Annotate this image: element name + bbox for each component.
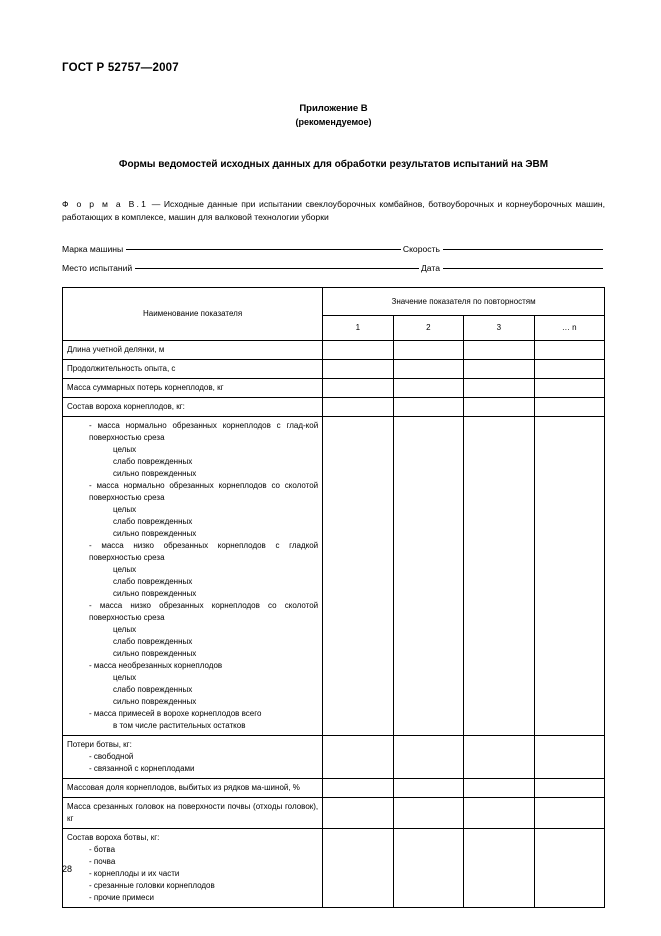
row-label-line: целых xyxy=(113,444,137,454)
form-intro xyxy=(62,198,605,224)
row-label-cell xyxy=(63,797,323,828)
row-label-line: Состав вороха корнеплодов, кг: xyxy=(67,401,185,411)
value-cell[interactable] xyxy=(534,340,604,359)
row-label-line: слабо поврежденных xyxy=(113,456,193,466)
field-label-place: Место испытаний xyxy=(62,262,133,273)
field-input-place[interactable] xyxy=(135,268,419,269)
row-label-cell xyxy=(63,828,323,907)
table-row xyxy=(63,397,605,416)
row-label-line: Масса срезанных головок на поверхности почвы (отходы головок), кг xyxy=(67,801,319,823)
column-header-1: 1 xyxy=(323,316,393,340)
value-cell[interactable] xyxy=(464,828,534,907)
value-cell[interactable] xyxy=(534,797,604,828)
table-row xyxy=(63,359,605,378)
value-cell[interactable] xyxy=(323,828,393,907)
row-label-line: в том числе растительных остатков xyxy=(113,720,246,730)
row-label-line: - свободной xyxy=(89,751,134,761)
row-label-line: - масса нормально обрезанных корнеплодов со сколотой поверхностью среза xyxy=(89,480,319,502)
row-label-cell xyxy=(63,359,323,378)
field-input-machine[interactable] xyxy=(126,249,401,250)
row-label-line: сильно поврежденных xyxy=(113,528,197,538)
standard-number: ГОСТ Р 52757—2007 xyxy=(62,62,179,74)
row-label-line: - масса примесей в ворохе корнеплодов всего xyxy=(89,708,262,718)
field-row-place xyxy=(62,263,605,273)
field-label-machine: Марка машины xyxy=(62,243,124,254)
value-cell[interactable] xyxy=(323,735,393,778)
field-label-speed: Скорость xyxy=(402,243,440,254)
value-cell[interactable] xyxy=(464,359,534,378)
row-label-line: целых xyxy=(113,564,137,574)
row-label-line: Потери ботвы, кг: xyxy=(67,739,132,749)
row-label-line: - почва xyxy=(89,856,116,866)
row-label-line: целых xyxy=(113,672,137,682)
row-label-line: - масса низко обрезанных корнеплодов с гладкой поверхностью среза xyxy=(89,540,319,562)
row-label-line: - связанной с корнеплодами xyxy=(89,763,195,773)
value-cell[interactable] xyxy=(534,416,604,735)
row-label-line: слабо поврежденных xyxy=(113,516,193,526)
row-label-cell xyxy=(63,340,323,359)
table-row xyxy=(63,797,605,828)
value-cell[interactable] xyxy=(393,735,463,778)
value-cell[interactable] xyxy=(393,340,463,359)
value-cell[interactable] xyxy=(393,416,463,735)
value-cell[interactable] xyxy=(534,828,604,907)
table-body xyxy=(63,340,605,907)
value-cell[interactable] xyxy=(393,797,463,828)
value-cell[interactable] xyxy=(464,778,534,797)
row-label-line: - срезанные головки корнеплодов xyxy=(89,880,215,890)
value-cell[interactable] xyxy=(323,378,393,397)
row-label-cell xyxy=(63,416,323,735)
page-number: 28 xyxy=(62,864,73,874)
column-header-values: Значение показателя по повторностям xyxy=(323,287,605,316)
field-label-date: Дата xyxy=(420,262,440,273)
row-label-line: - прочие примеси xyxy=(89,892,154,902)
row-label-line: слабо поврежденных xyxy=(113,576,193,586)
row-label-line: Состав вороха ботвы, кг: xyxy=(67,832,160,842)
value-cell[interactable] xyxy=(534,359,604,378)
column-header-name: Наименование показателя xyxy=(63,287,323,340)
value-cell[interactable] xyxy=(393,359,463,378)
column-header-2: 2 xyxy=(393,316,463,340)
annex-subtitle: (рекомендуемое) xyxy=(295,116,372,127)
table-row xyxy=(63,778,605,797)
value-cell[interactable] xyxy=(464,797,534,828)
field-input-speed[interactable] xyxy=(443,249,603,250)
value-cell[interactable] xyxy=(534,735,604,778)
value-cell[interactable] xyxy=(393,828,463,907)
value-cell[interactable] xyxy=(323,778,393,797)
annex-title: Приложение В xyxy=(299,103,368,114)
row-label-line: слабо поврежденных xyxy=(113,636,193,646)
row-label-line: сильно поврежденных xyxy=(113,588,197,598)
row-label-line: - ботва xyxy=(89,844,116,854)
row-label-cell xyxy=(63,397,323,416)
row-label-line: - масса нормально обрезанных корнеплодов с глад-кой поверхностью среза xyxy=(89,420,319,442)
value-cell[interactable] xyxy=(323,416,393,735)
row-label-line: сильно поврежденных xyxy=(113,648,197,658)
value-cell[interactable] xyxy=(534,378,604,397)
row-label-cell xyxy=(63,378,323,397)
row-label-line: слабо поврежденных xyxy=(113,684,193,694)
table-row xyxy=(63,378,605,397)
row-label-cell xyxy=(63,735,323,778)
row-label-line: целых xyxy=(113,504,137,514)
row-label-line: - масса необрезанных корнеплодов xyxy=(89,660,223,670)
data-table xyxy=(62,287,605,908)
page-title: Формы ведомостей исходных данных для обработки результатов испытаний на ЭВМ xyxy=(118,158,549,170)
row-label-line: целых xyxy=(113,624,137,634)
value-cell[interactable] xyxy=(534,397,604,416)
field-row-machine xyxy=(62,244,605,254)
value-cell[interactable] xyxy=(464,340,534,359)
row-label-line: - масса низко обрезанных корнеплодов со сколотой поверхностью среза xyxy=(89,600,319,622)
value-cell[interactable] xyxy=(464,397,534,416)
row-label-line: сильно поврежденных xyxy=(113,468,197,478)
row-label-line: Длина учетной делянки, м xyxy=(67,344,165,354)
table-row xyxy=(63,828,605,907)
value-cell[interactable] xyxy=(323,340,393,359)
table-row xyxy=(63,416,605,735)
form-intro-prefix: Ф о р м а В.1 xyxy=(62,198,149,209)
value-cell[interactable] xyxy=(323,359,393,378)
row-label-line: - корнеплоды и их части xyxy=(89,868,180,878)
value-cell[interactable] xyxy=(464,416,534,735)
row-label-line: Продолжительность опыта, с xyxy=(67,363,176,373)
value-cell[interactable] xyxy=(464,735,534,778)
field-input-date[interactable] xyxy=(443,268,603,269)
column-header-3: 3 xyxy=(464,316,534,340)
row-label-line: Массовая доля корнеплодов, выбитых из рядков ма-шиной, % xyxy=(67,782,300,792)
row-label-line: Масса суммарных потерь корнеплодов, кг xyxy=(67,382,224,392)
value-cell[interactable] xyxy=(534,778,604,797)
table-row xyxy=(63,340,605,359)
value-cell[interactable] xyxy=(393,778,463,797)
table-row xyxy=(63,735,605,778)
value-cell[interactable] xyxy=(323,797,393,828)
table-header-row xyxy=(63,287,605,316)
value-cell[interactable] xyxy=(323,397,393,416)
value-cell[interactable] xyxy=(464,378,534,397)
value-cell[interactable] xyxy=(393,397,463,416)
row-label-line: сильно поврежденных xyxy=(113,696,197,706)
value-cell[interactable] xyxy=(393,378,463,397)
row-label-cell xyxy=(63,778,323,797)
column-header-n: … n xyxy=(534,316,604,340)
form-intro-text: — Исходные данные при испытании свеклоуборочных комбайнов, ботвоуборочных и корнеуборочных машин, работающих в комплексе, машин для валковой технологии уборки xyxy=(62,198,606,222)
